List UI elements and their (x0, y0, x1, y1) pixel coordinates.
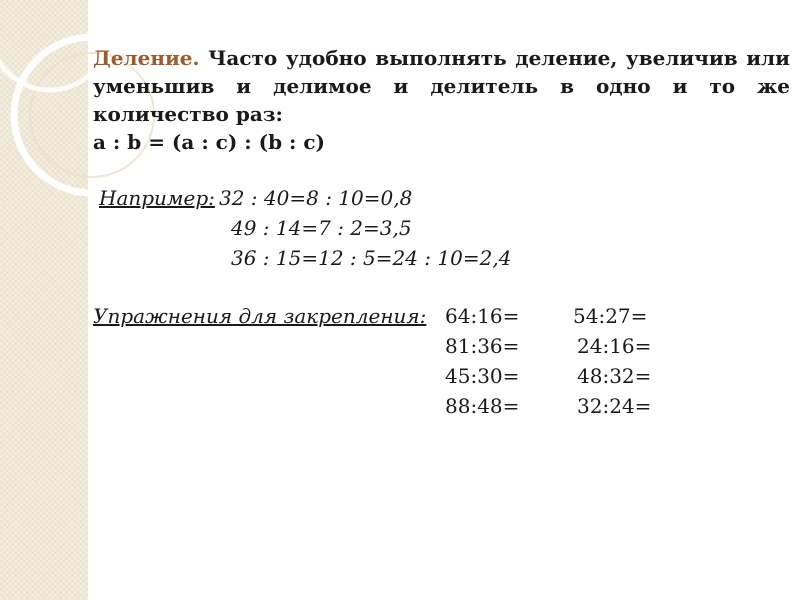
examples-label: Например: (99, 186, 215, 210)
example-line: 49 : 14=7 : 2=3,5 (231, 216, 412, 240)
exercise-item: 88:48= (445, 394, 520, 418)
example-line: 36 : 15=12 : 5=24 : 10=2,4 (231, 246, 512, 270)
exercise-item: 64:16= (445, 304, 520, 328)
exercise-item: 24:16= (577, 334, 652, 358)
exercises-block (93, 302, 790, 422)
exercise-item: 81:36= (445, 334, 520, 358)
section-title: Деление. (93, 46, 200, 70)
exercises-label: Упражнения для закрепления: (93, 304, 427, 328)
exercise-item: 32:24= (577, 394, 652, 418)
intro-text: Часто удобно выполнять деление, увеличив или уменьшив и делимое и делитель в одно и то же количество раз: (93, 46, 790, 126)
intro-paragraph (93, 44, 790, 128)
examples-block (93, 184, 790, 274)
example-line: 32 : 40=8 : 10=0,8 (219, 186, 413, 210)
slide-content (93, 44, 790, 422)
exercise-item: 45:30= (445, 364, 520, 388)
division-formula: a : b = (a : c) : (b : c) (93, 130, 326, 154)
exercise-item: 48:32= (577, 364, 652, 388)
exercise-item: 54:27= (573, 304, 648, 328)
